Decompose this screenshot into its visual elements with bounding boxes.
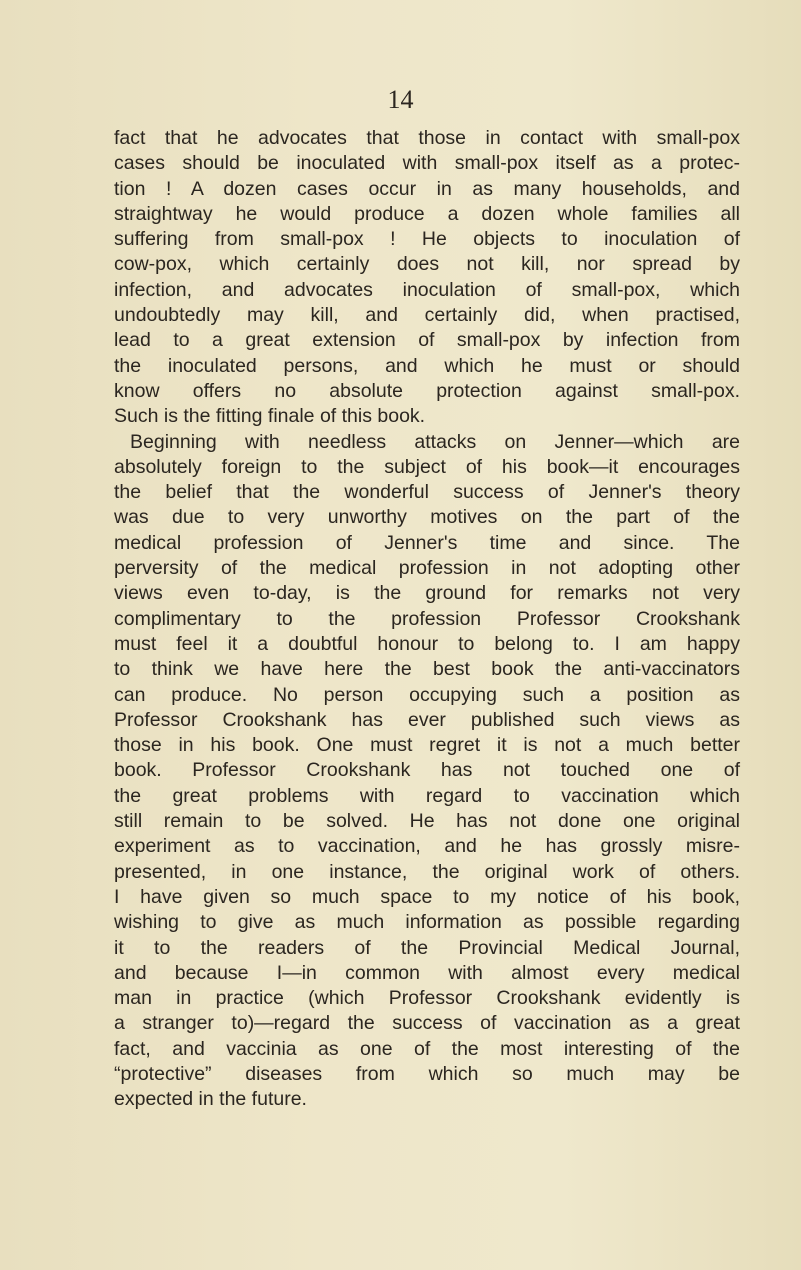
text-line: infection, and advocates inoculation of small-pox, which: [114, 278, 740, 301]
text-line: to think we have here the best book the anti-vaccinators: [114, 658, 740, 681]
text-line: fact that he advocates that those in contact with small-pox: [114, 127, 740, 149]
text-line: was due to very unworthy motives on the part of the: [114, 506, 740, 529]
text-line: man in practice (which Professor Crookshank evidently is: [114, 987, 740, 1010]
text-line: cases should be inoculated with small-pox itself as a protec-: [114, 152, 740, 175]
text-line: Professor Crookshank has ever published such views as: [114, 708, 740, 731]
text-line: must feel it a doubtful honour to belong to. I am happy: [114, 632, 740, 655]
text-line: experiment as to vaccination, and he has grossly misre-: [114, 835, 740, 858]
body-text: [114, 126, 740, 1113]
text-line: those in his book. One must regret it is not a much better: [114, 734, 740, 757]
text-line: medical profession of Jenner's time and since. The: [114, 531, 740, 554]
text-line: absolutely foreign to the subject of his book—it encourages: [114, 455, 740, 478]
text-line: “protective” diseases from which so much may be: [114, 1062, 740, 1085]
paragraph-start-line: Beginning with needless attacks on Jenner—which are: [130, 430, 740, 453]
text-line: straightway he would produce a dozen whole families all: [114, 202, 740, 225]
text-line: tion ! A dozen cases occur in as many households, and: [114, 177, 740, 200]
text-line: presented, in one instance, the original work of others.: [114, 860, 740, 883]
journal-mention-line: it to the readers of the Provincial Medical Journal,: [114, 936, 740, 959]
text-line: cow-pox, which certainly does not kill, nor spread by: [114, 253, 740, 276]
text-line: the belief that the wonderful success of Jenner's theory: [114, 481, 740, 504]
text-line: and because I—in common with almost every medical: [114, 961, 740, 984]
text-line: Such is the fitting finale of this book.: [114, 405, 426, 428]
text-line: fact, and vaccinia as one of the most interesting of the: [114, 1037, 740, 1060]
page-number: 14: [387, 85, 414, 114]
text-line: the great problems with regard to vaccination which: [114, 784, 740, 807]
text-line: know offers no absolute protection against small-pox.: [114, 379, 740, 402]
text-line: lead to a great extension of small-pox by infection from: [114, 329, 740, 352]
text-line: book. Professor Crookshank has not touched one of: [114, 759, 740, 782]
text-line: views even to-day, is the ground for remarks not very: [114, 582, 740, 605]
text-line: expected in the future.: [114, 1088, 307, 1111]
text-line: a stranger to)—regard the success of vaccination as a great: [114, 1012, 740, 1035]
text-line: complimentary to the profession Professor Crookshank: [114, 607, 740, 630]
text-line: suffering from small-pox ! He objects to inoculation of: [114, 228, 740, 251]
text-line: can produce. No person occupying such a position as: [114, 683, 740, 706]
text-line: wishing to give as much information as possible regarding: [114, 911, 740, 934]
text-line: I have given so much space to my notice of his book,: [114, 885, 740, 908]
text-line: perversity of the medical profession in not adopting other: [114, 557, 740, 580]
text-line: undoubtedly may kill, and certainly did, when practised,: [114, 304, 740, 327]
text-line: the inoculated persons, and which he must or should: [114, 354, 740, 377]
text-line: still remain to be solved. He has not done one original: [114, 810, 740, 833]
